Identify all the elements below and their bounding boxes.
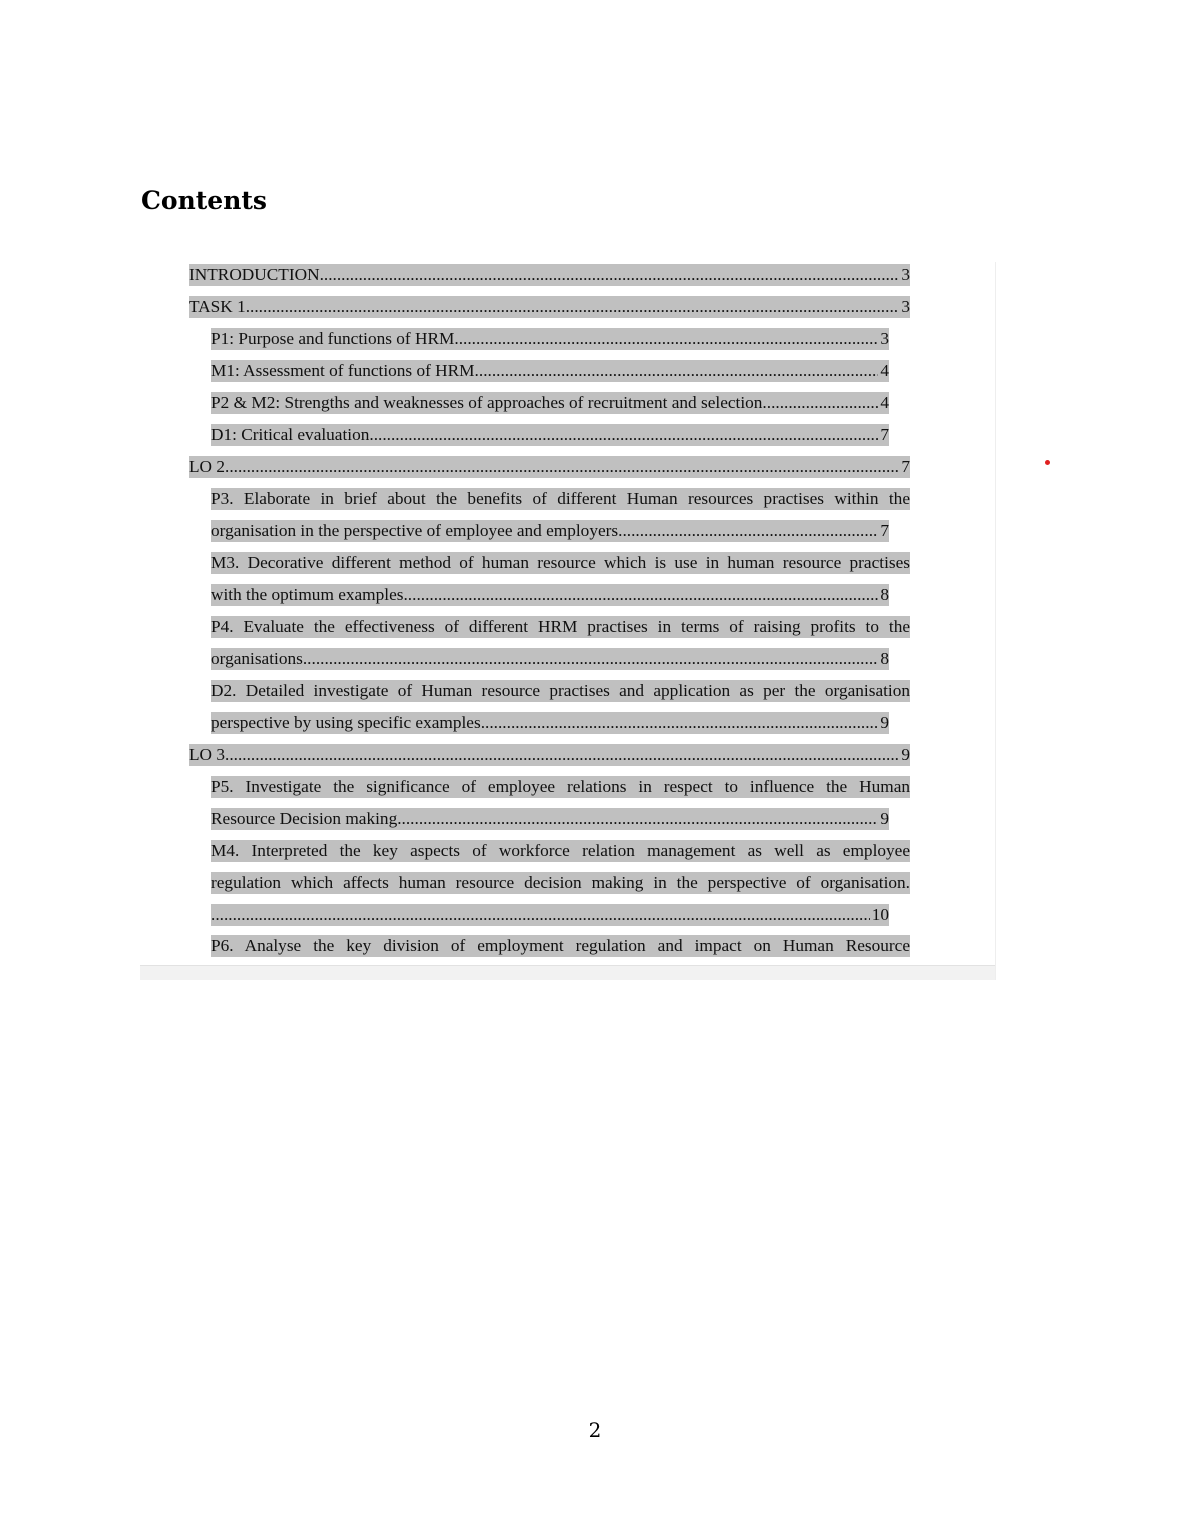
toc-entry[interactable] xyxy=(211,712,889,734)
toc-entry-page: 9 xyxy=(880,713,889,732)
toc-entry[interactable] xyxy=(189,744,910,766)
toc-leader-dots xyxy=(454,328,878,350)
toc-entry-page: 9 xyxy=(901,745,910,764)
toc-entry-title: Resource Decision making. xyxy=(211,809,402,828)
toc-entry-page: 10 xyxy=(871,905,889,924)
toc-leader-dots xyxy=(485,712,878,734)
toc-entry[interactable] xyxy=(211,328,889,350)
toc-entry-line[interactable]: M3. Decorative different method of human resource which is use in human resource practises xyxy=(211,553,910,572)
toc-entry-page: 8 xyxy=(880,585,889,604)
screenshot-bottom-edge xyxy=(140,965,995,980)
toc-entry[interactable] xyxy=(211,424,889,446)
page-title: Contents xyxy=(141,186,268,215)
toc-entry-page: 7 xyxy=(880,425,889,444)
toc-entry-page: 7 xyxy=(901,457,910,476)
toc-entry[interactable] xyxy=(211,520,889,542)
toc-entry-page: 9 xyxy=(880,809,889,828)
toc-entry-line[interactable]: P6. Analyse the key division of employment regulation and impact on Human Resource xyxy=(211,936,910,955)
toc-entry-title: P1: Purpose and functions of HRM xyxy=(211,329,455,348)
toc-entry-title: P2 & M2: Strengths and weaknesses of approaches of recruitment and selection xyxy=(211,393,763,412)
toc-leader-dots xyxy=(225,744,899,766)
toc-leader-dots xyxy=(320,264,900,286)
toc-entry-page: 3 xyxy=(901,297,910,316)
toc-entry-line[interactable]: P5. Investigate the significance of employee relations in respect to influence the Human xyxy=(211,777,910,796)
toc-leader-dots xyxy=(307,648,878,670)
toc-entry-line[interactable]: D2. Detailed investigate of Human resource practises and application as per the organisation xyxy=(211,681,910,700)
toc-entry-title: LO 3 xyxy=(189,745,225,764)
toc-entry[interactable] xyxy=(189,296,910,318)
toc-entry[interactable] xyxy=(211,584,889,606)
toc-leader-dots xyxy=(475,360,879,382)
toc-entry-title: TASK 1 xyxy=(189,297,246,316)
toc-entry-page: 3 xyxy=(901,265,910,284)
toc-entry[interactable] xyxy=(211,808,889,830)
toc-entry-title: with the optimum examples. xyxy=(211,585,408,604)
toc-entry-title: LO 2 xyxy=(189,457,225,476)
toc-entry-line[interactable]: P3. Elaborate in brief about the benefits of different Human resources practises within the xyxy=(211,489,910,508)
toc-entry[interactable] xyxy=(211,392,889,414)
page-number: 2 xyxy=(588,1418,602,1442)
toc-entry-line[interactable]: M4. Interpreted the key aspects of workforce relation management as well as employee xyxy=(211,841,910,860)
toc-leader-dots xyxy=(402,808,879,830)
toc-leader-dots xyxy=(762,392,878,414)
toc-entry-title: INTRODUCTION xyxy=(189,265,320,284)
toc-entry-page: 4 xyxy=(880,361,889,380)
toc-entry[interactable] xyxy=(189,456,910,478)
red-marker-dot xyxy=(1045,460,1050,465)
toc-leader-dots xyxy=(211,904,870,926)
toc-entry-page: 7 xyxy=(880,521,889,540)
toc-entry-title: M1: Assessment of functions of HRM xyxy=(211,361,475,380)
toc-entry-page: 8 xyxy=(880,649,889,668)
toc-entry-page: 3 xyxy=(880,329,889,348)
toc-entry[interactable] xyxy=(211,904,889,926)
toc-entry[interactable] xyxy=(211,648,889,670)
table-of-contents xyxy=(140,262,996,980)
toc-entry-page: 4 xyxy=(880,393,889,412)
toc-entry[interactable] xyxy=(211,360,889,382)
toc-entry-title: organisation in the perspective of employee and employers. xyxy=(211,521,623,540)
toc-entry-line[interactable]: regulation which affects human resource decision making in the perspective of organisation. xyxy=(211,873,910,892)
toc-entry-line[interactable]: P4. Evaluate the effectiveness of different HRM practises in terms of raising profits to the xyxy=(211,617,910,636)
toc-entry-title: organisations. xyxy=(211,649,308,668)
toc-leader-dots xyxy=(369,424,878,446)
toc-leader-dots xyxy=(225,456,899,478)
toc-entry-title: D1: Critical evaluation xyxy=(211,425,370,444)
toc-entry[interactable] xyxy=(189,264,910,286)
toc-leader-dots xyxy=(408,584,879,606)
toc-entry-title: perspective by using specific examples. xyxy=(211,713,486,732)
toc-leader-dots xyxy=(622,520,878,542)
toc-leader-dots xyxy=(246,296,900,318)
